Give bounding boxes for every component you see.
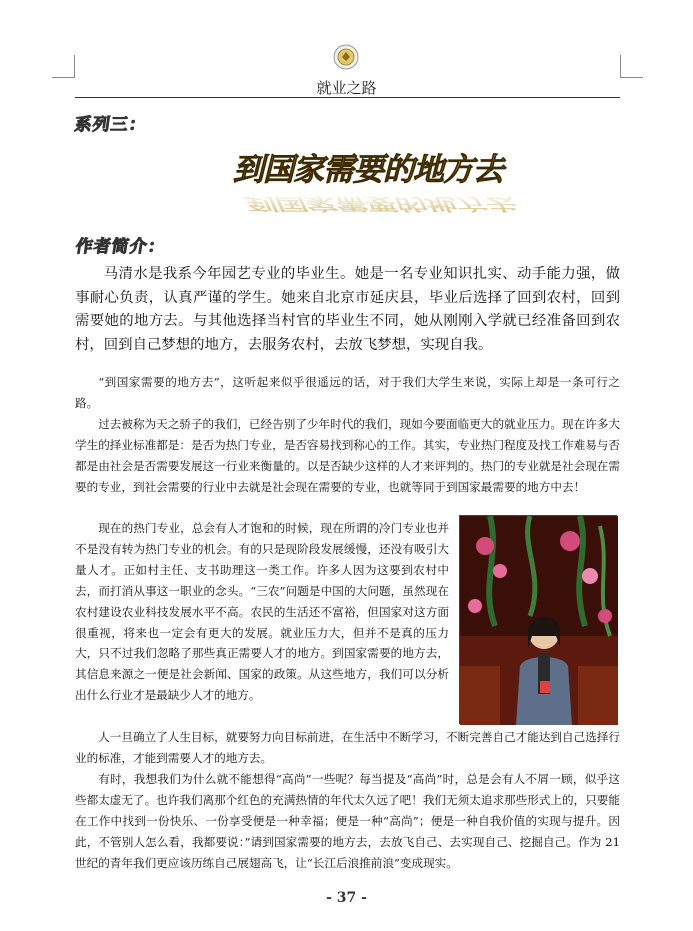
crop-mark-right <box>620 55 643 78</box>
college-emblem-icon <box>333 44 359 70</box>
paragraph-5: 有时，我想我们为什么就不能想得“高尚”一些呢？每当提及“高尚”时，总是会有人不屑一顾，似乎这些都太虚无了。也许我们离那个红色的充满热情的年代太久远了吧！我们无须太追求那些形式上的，只要能在工作中找到一份快乐、一份享受便是一种幸福；便是一种“高尚”；便是一种自我价值的实现与提升。因此，不管别人怎么看，我都要说：”请到国家需要的地方去，去放飞自己、去实现自己、挖掘自己。作为 21 世纪的青年我们更应该历练自己展翅高飞，让“长江后浪推前浪”变成现实。 <box>75 772 620 870</box>
page-number: - 37 - <box>326 890 367 906</box>
paragraph-1: “到国家需要的地方去”，这听起来似乎很遥远的话，对于我们大学生来说，实际上却是一条可行之路。 <box>75 375 620 410</box>
paragraph-4: 人一旦确立了人生目标，就要努力向目标前进，在生活中不断学习，不断完善自己才能达到自己选择行业的标准，才能到需要人才的地方去。 <box>75 730 620 765</box>
svg-text:到国家需要的地方去 <box>231 152 510 187</box>
author-label: 作者简介： <box>74 237 168 257</box>
header-rule <box>75 97 620 98</box>
series-label: 系列三： <box>73 115 149 135</box>
article-title-wordart <box>225 132 520 227</box>
author-intro: 马清水是我系今年园艺专业的毕业生。她是一名专业知识扎实、动手能力强，做事耐心负责，认真严谨的学生。她来自北京市延庆县，毕业后选择了回到农村，回到需要她的地方去。与其他选择当村官的毕业生不同，她从刚刚入学就已经准备回到农村，回到自己梦想的地方，去服务农村，去放飞梦想，实现自我。 <box>75 266 620 353</box>
article-title-text: 到国家需要的地方去 <box>231 152 510 188</box>
paragraph-2: 过去被称为天之骄子的我们，已经告别了少年时代的我们，现如今要面临更大的就业压力。现在许多大学生的择业标准都是：是否为热门专业，是否容易找到称心的工作。其实，专业热门程度及找工作难易与否都是由社会是否需要发展这一行业来衡量的。以是否缺少这样的人才来评判的。热门的专业就是社会现在需要的专业，到社会需要的行业中去就是社会现在需要的专业，也就等同于到国家最需要的地方中去！ <box>75 417 620 494</box>
svg-text:到国家需要的地方去 <box>241 193 522 214</box>
article-title-shadow: 到国家需要的地方去 <box>240 193 520 214</box>
student-photo <box>459 515 617 724</box>
crop-mark-left <box>52 55 75 78</box>
header-title: 就业之路 <box>316 79 377 97</box>
paragraph-3: 现在的热门专业，总会有人才饱和的时候，现在所谓的冷门专业也并不是没有转为热门专业的机会。有的只是现阶段发展缓慢，还没有吸引大量人才。正如村主任、支书助理这一类工作。许多人因为这要到农村中去，而打消从事这一职业的念头。“三农”问题是中国的大问题，虽然现在农村建设农业科技发展水平不高。农民的生活还不富裕，但国家对这方面很重视，将来也一定会有更大的发展。就业压力大，但并不是真的压力大，只不过我们忽略了那些真正需要人才的地方。到国家需要的地方去，其信息来源之一便是社会新闻、国家的政策。从这些地方，我们可以分析出什么行业才是最缺少人才的地方。 <box>75 521 449 703</box>
